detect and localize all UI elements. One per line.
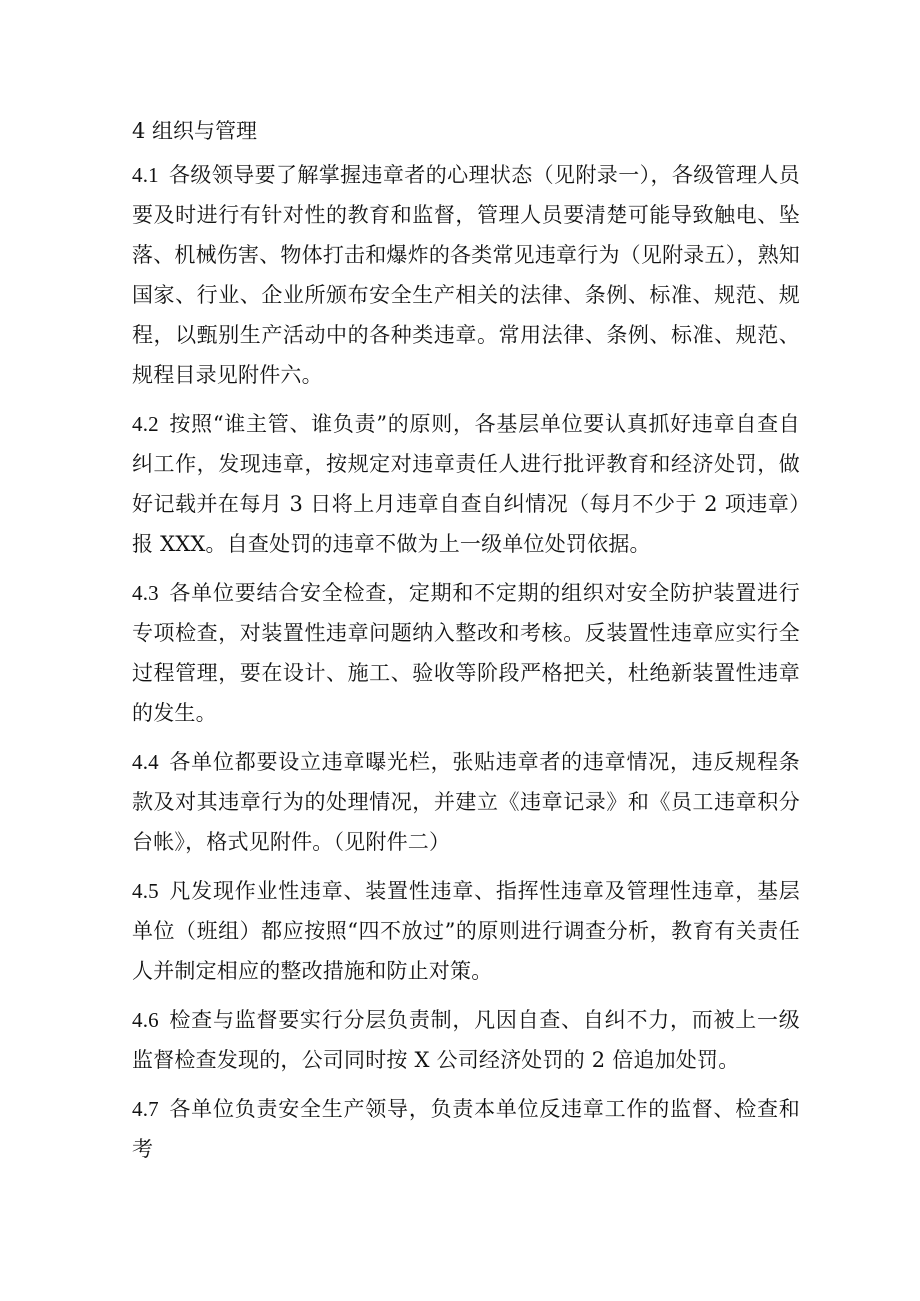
clause-number: 4.7	[132, 1097, 159, 1121]
section-heading: 4 组织与管理	[132, 119, 258, 143]
clause-number: 4.6	[132, 1008, 159, 1032]
clause-text: 各单位都要设立违章曝光栏，张贴违章者的违章情况，违反规程条款及对其违章行为的处理情况，并建立《违章记录》和《员工违章积分台帐》，格式见附件。（见附件二）	[132, 750, 800, 854]
clause-text: 按照“谁主管、谁负责”的原则，各基层单位要认真抓好违章自查自纠工作，发现违章，按规定对违章责任人进行批评教育和经济处罚，做好记载并在每月 3 日将上月违章自查自纠情况（每月不少于 2 项违章）报 XXX。自查处罚的违章不做为上一级单位处罚依据。	[132, 412, 800, 556]
paragraph-4-2	[132, 404, 800, 564]
paragraph-4-5	[132, 871, 800, 991]
clause-text: 各级领导要了解掌握违章者的心理状态（见附录一），各级管理人员要及时进行有针对性的教育和监督，管理人员要清楚可能导致触电、坠落、机械伤害、物体打击和爆炸的各类常见违章行为（见附录五），熟知国家、行业、企业所颁布安全生产相关的法律、条例、标准、规范、规程，以甄别生产活动中的各种类违章。常用法律、条例、标准、规范、规程目录见附件六。	[132, 163, 800, 387]
clause-text: 各单位负责安全生产领导，负责本单位反违章工作的监督、检查和考	[132, 1097, 800, 1161]
paragraph-4-7	[132, 1089, 800, 1169]
document-page	[132, 116, 800, 1178]
clause-number: 4.3	[132, 581, 159, 605]
clause-text: 检查与监督要实行分层负责制，凡因自查、自纠不力，而被上一级监督检查发现的，公司同时按 X 公司经济处罚的 2 倍追加处罚。	[132, 1008, 800, 1072]
clause-number: 4.1	[132, 163, 159, 187]
paragraph-4-3	[132, 573, 800, 733]
paragraph-4-6	[132, 1000, 800, 1080]
clause-text: 各单位要结合安全检查，定期和不定期的组织对安全防护装置进行专项检查，对装置性违章问题纳入整改和考核。反装置性违章应实行全过程管理，要在设计、施工、验收等阶段严格把关，杜绝新装置性违章的发生。	[132, 581, 800, 725]
clause-number: 4.4	[132, 750, 159, 774]
clause-text: 凡发现作业性违章、装置性违章、指挥性违章及管理性违章，基层单位（班组）都应按照“四不放过”的原则进行调查分析，教育有关责任人并制定相应的整改措施和防止对策。	[132, 879, 800, 983]
paragraph-4-4	[132, 742, 800, 862]
clause-number: 4.2	[132, 412, 159, 436]
paragraph-4-1	[132, 155, 800, 395]
clause-number: 4.5	[132, 879, 159, 903]
